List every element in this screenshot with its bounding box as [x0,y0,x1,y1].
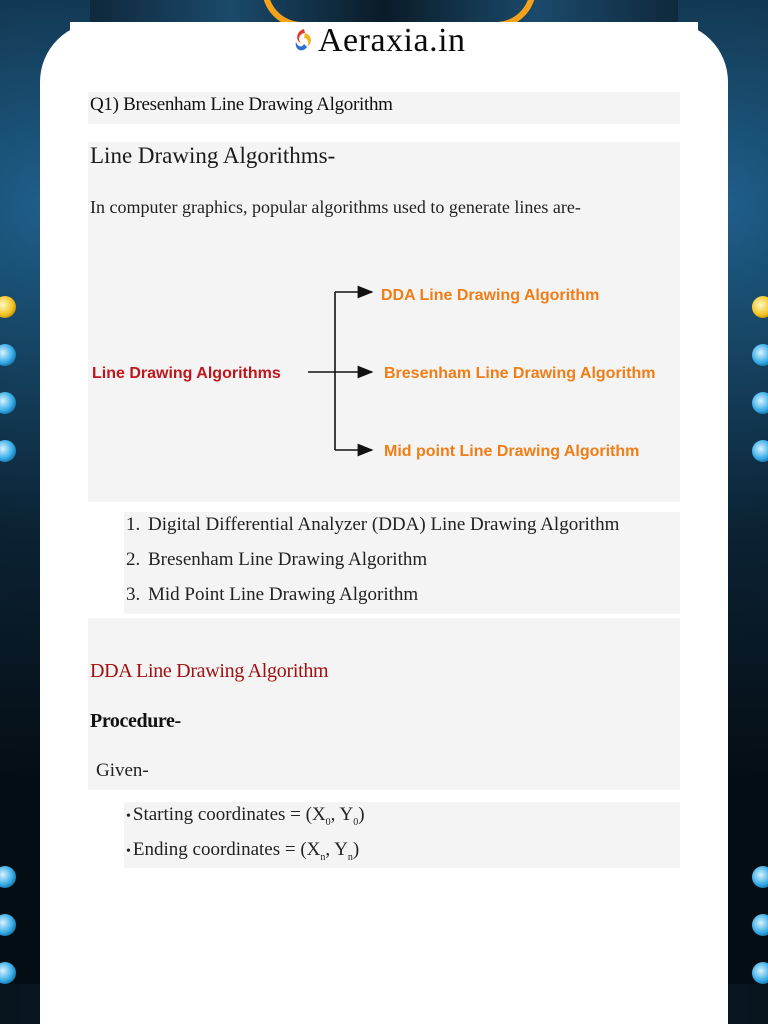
section-intro-text: In computer graphics, popular algorithms used to generate lines are- [90,197,581,217]
list-item-text: Digital Differential Analyzer (DDA) Line Drawing Algorithm [148,514,620,535]
frame-orb-icon [0,962,16,984]
site-logo[interactable] [292,24,500,58]
bullet-text: Starting coordinates = (X [132,804,326,825]
subscript: n [347,851,353,863]
frame-orb-icon [0,344,16,366]
coordinates-list [126,802,365,872]
diagram-branch-bresenham: Bresenham Line Drawing Algorithm [384,365,656,382]
bullet-text: , Y [325,839,348,860]
list-item-text: Bresenham Line Drawing Algorithm [148,549,428,570]
bullet-text: ) [358,804,365,825]
frame-orb-icon [752,344,768,366]
list-item [126,802,365,837]
frame-orb-icon [0,914,16,936]
diagram-branch-dda: DDA Line Drawing Algorithm [381,287,600,304]
bullet-text: , Y [330,804,354,825]
frame-orb-icon [752,962,768,984]
frame-orb-icon [0,440,16,462]
logo-text: Aeraxia.in [318,22,466,59]
bullet-text: ) [352,839,360,860]
bullet-icon: • [126,809,131,824]
frame-orb-icon [752,914,768,936]
subscript: 0 [325,816,331,828]
bullet-icon: • [126,844,131,859]
diagram-branch-midpoint: Mid point Line Drawing Algorithm [384,443,640,460]
diagram-root-label: Line Drawing Algorithms [92,365,281,382]
line-drawing-algorithms-diagram [88,262,680,482]
bullet-text: Ending coordinates = (X [132,839,321,860]
list-item [126,837,365,872]
list-item-number: 1. [126,514,141,535]
dda-heading: DDA Line Drawing Algorithm [90,660,329,682]
frame-orb-icon [0,866,16,888]
list-item-text: Mid Point Line Drawing Algorithm [148,584,419,605]
frame-orb-icon [752,440,768,462]
list-item-number: 2. [126,549,141,570]
subscript: 0 [353,816,359,828]
aeraxia-logo-icon [292,27,316,55]
frame-orb-icon [0,296,16,318]
frame-orb-icon [0,392,16,414]
dda-section-block [88,618,680,790]
algorithms-list [126,512,619,617]
question-title: Q1) Bresenham Line Drawing Algorithm [90,94,393,115]
section-heading: Line Drawing Algorithms- [90,143,336,168]
list-item [126,582,619,617]
frame-orb-icon [752,866,768,888]
given-label: Given- [96,760,149,781]
procedure-heading: Procedure- [90,710,181,732]
list-item-number: 3. [126,584,141,605]
frame-orb-icon [752,296,768,318]
frame-orb-icon [752,392,768,414]
list-item [126,512,619,547]
subscript: n [320,851,326,863]
list-item [126,547,619,582]
